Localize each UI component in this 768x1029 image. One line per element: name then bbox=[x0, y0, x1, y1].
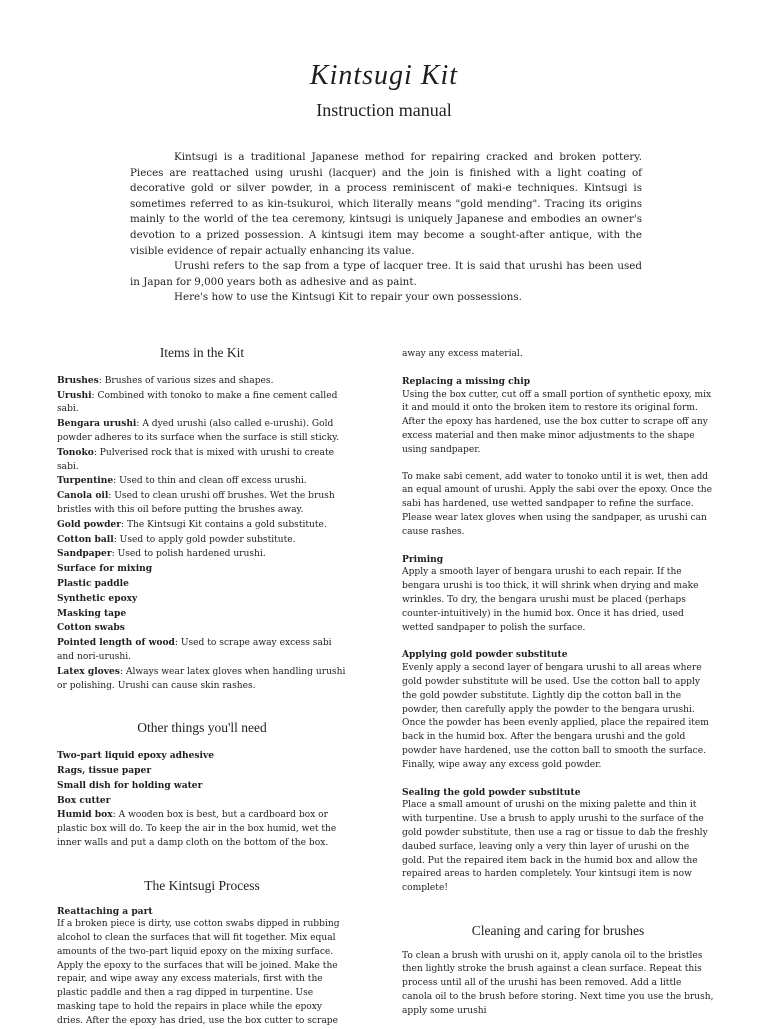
item-desc: : Used to clean urushi off brushes. Wet the brush bristles with this oil before putting the brushes away. bbox=[57, 491, 335, 515]
right-column bbox=[402, 348, 714, 1019]
item-term: Brushes bbox=[57, 374, 99, 386]
subheading-reattach: Reattaching a part bbox=[57, 905, 153, 917]
list-item bbox=[57, 489, 347, 518]
list-item bbox=[57, 446, 347, 475]
list-item bbox=[57, 562, 347, 577]
list-item bbox=[57, 547, 347, 562]
item-desc: : Used to polish hardened urushi. bbox=[111, 549, 266, 560]
list-item bbox=[57, 389, 347, 418]
list-item bbox=[57, 665, 347, 694]
intro-paragraph: Kintsugi is a traditional Japanese method for repairing cracked and broken pottery. Pieces are reattached using urushi (lacquer) and the join is finished with a light coating of decorative gold or silver powder, in a process reminiscent of maki-e techniques. Kintsugi is sometimes referred to as kin-tsukuroi, which literally means "gold mending". Tracing its origins mainly to the world of the tea ceremony, kintsugi is uniquely Japanese and embodies an owner's devotion to a prized possession. A kintsugi item may become a sought-after antique, with the visible evidence of repair actually enhancing its value. bbox=[130, 151, 642, 257]
item-desc: : Combined with tonoko to make a fine cement called sabi. bbox=[57, 390, 338, 415]
subheading-seal: Sealing the gold powder substitute bbox=[402, 786, 581, 798]
item-term: Tonoko bbox=[57, 446, 94, 458]
item-term: Masking tape bbox=[57, 607, 127, 619]
paragraph-reattach-cont: away any excess material. bbox=[402, 349, 523, 359]
subheading-priming: Priming bbox=[402, 553, 444, 565]
item-desc: : Used to thin and clean off excess urushi. bbox=[113, 476, 307, 487]
intro-paragraph: Urushi refers to the sap from a type of lacquer tree. It is said that urushi has been used in Japan for 9,000 years both as adhesive and as paint. bbox=[130, 260, 642, 288]
item-term: Pointed length of wood bbox=[57, 637, 175, 649]
intro-paragraph: Here's how to use the Kintsugi Kit to repair your own possessions. bbox=[174, 291, 522, 304]
list-item bbox=[57, 636, 347, 665]
paragraph-seal: Place a small amount of urushi on the mixing palette and thin it with turpentine. Use a brush to apply urushi to the surface of the gold powder substitute, then use a rag or tissue to dab the freshly daubed surface, leaving only a very thin layer of urushi on the gold. Put the repaired item back in the humid box and allow the repaired areas to harden completely. Your kintsugi item is now complete! bbox=[402, 800, 708, 894]
item-term: Bengara urushi bbox=[57, 418, 137, 430]
list-item bbox=[57, 621, 347, 636]
item-term: Rags, tissue paper bbox=[57, 764, 152, 776]
list-item bbox=[57, 607, 347, 622]
list-item bbox=[57, 417, 347, 446]
paragraph-gold: Evenly apply a second layer of bengara urushi to all areas where gold powder substitute will be used. Use the cotton ball to apply the gold powder substitute. Lightly dip the cotton ball in the powder, then carefully apply the powder to the bengara urushi. Once the powder has been evenly applied, place the repaired item back in the humid box. After the bengara urushi and the gold powder have hardened, use the cotton ball to smooth the surface. Finally, wipe away any excess gold powder. bbox=[402, 663, 709, 770]
list-item bbox=[57, 808, 347, 850]
items-list bbox=[57, 374, 347, 694]
paragraph-brushes: To clean a brush with urushi on it, apply canola oil to the bristles then lightly stroke the brush against a clean surface. Repeat this process until all of the urushi has been removed. Add a little canola oil to the brush before storing. Next time you use the brush, apply some urushi bbox=[402, 950, 714, 1016]
item-desc: : Used to scrape away excess sabi and nori-urushi. bbox=[57, 638, 332, 662]
left-column bbox=[57, 346, 347, 1029]
item-desc: : A wooden box is best, but a cardboard box or plastic box will do. To keep the air in the box humid, wet the inner walls and put a damp cloth on the bottom of the box. bbox=[57, 810, 337, 848]
item-term: Cotton ball bbox=[57, 533, 114, 545]
list-item bbox=[57, 577, 347, 592]
list-item bbox=[57, 474, 347, 489]
paragraph-missing-chip: Using the box cutter, cut off a small portion of synthetic epoxy, mix it and mould it onto the broken item to restore its original form. After the epoxy has hardened, use the box cutter to scrape off any excess material and then make minor adjustments to the shape using sandpaper. bbox=[402, 389, 712, 455]
paragraph-sabi: To make sabi cement, add water to tonoko until it is wet, then add an equal amount of urushi. Apply the sabi over the epoxy. Once the sabi has hardened, use wetted sandpaper to refine the surface. Please wear latex gloves when using the sandpaper, as urushi can cause rashes. bbox=[402, 471, 712, 537]
item-desc: : Brushes of various sizes and shapes. bbox=[98, 375, 274, 386]
paragraph-priming: Apply a smooth layer of bengara urushi to each repair. If the bengara urushi is too thick, it will shrink when drying and make wrinkles. To dry, the bengara urushi must be placed (perhaps counter-intuitively) in the humid box. Once it has dried, used wetted sandpaper to polish the surface. bbox=[402, 567, 699, 633]
item-term: Gold powder bbox=[57, 518, 121, 530]
item-term: Two-part liquid epoxy adhesive bbox=[57, 750, 215, 762]
section-heading-items: Items in the Kit bbox=[159, 345, 245, 360]
list-item bbox=[57, 533, 347, 548]
item-term: Turpentine bbox=[57, 475, 114, 487]
item-term: Sandpaper bbox=[57, 548, 112, 560]
page-title: Kintsugi Kit bbox=[309, 60, 459, 91]
item-term: Synthetic epoxy bbox=[57, 592, 138, 604]
item-term: Latex gloves bbox=[57, 665, 120, 677]
item-term: Humid box bbox=[57, 809, 113, 821]
section-heading-process: The Kintsugi Process bbox=[144, 877, 260, 893]
item-desc: : Used to apply gold powder substitute. bbox=[113, 534, 296, 545]
item-term: Box cutter bbox=[57, 794, 111, 806]
page-subtitle: Instruction manual bbox=[316, 100, 452, 120]
list-item bbox=[57, 592, 347, 607]
item-term: Cotton swabs bbox=[57, 622, 125, 634]
list-item bbox=[57, 794, 347, 809]
list-item bbox=[57, 749, 347, 764]
other-list bbox=[57, 749, 347, 851]
list-item bbox=[57, 764, 347, 779]
item-term: Small dish for holding water bbox=[57, 779, 203, 791]
intro-section bbox=[130, 150, 642, 306]
list-item bbox=[57, 518, 347, 533]
item-desc: : Pulverised rock that is mixed with urushi to create sabi. bbox=[57, 447, 335, 472]
item-term: Canola oil bbox=[57, 490, 109, 502]
subheading-missing-chip: Replacing a missing chip bbox=[402, 375, 531, 387]
list-item bbox=[57, 779, 347, 794]
item-term: Urushi bbox=[57, 389, 92, 401]
subheading-gold: Applying gold powder substitute bbox=[402, 649, 568, 661]
list-item bbox=[57, 374, 347, 389]
section-heading-other: Other things you'll need bbox=[137, 720, 267, 736]
item-term: Plastic paddle bbox=[57, 577, 129, 589]
item-desc: : Always wear latex gloves when handling urushi or polishing. Urushi can cause skin rashes. bbox=[57, 666, 346, 691]
section-heading-brushes: Cleaning and caring for brushes bbox=[471, 922, 645, 938]
item-term: Surface for mixing bbox=[57, 563, 153, 575]
paragraph-reattach: If a broken piece is dirty, use cotton swabs dipped in rubbing alcohol to clean the surfaces that will fit together. Mix equal amounts of the two-part liquid epoxy on the mixing surface. Apply the epoxy to the surfaces that will be joined. Make the repair, and wipe away any excess materials, first with the plastic paddle and then a rag dipped in turpentine. Use masking tape to hold the repairs in place while the epoxy dries. After the epoxy has dried, use the box cutter to scrape bbox=[57, 919, 340, 1026]
item-desc: : The Kintsugi Kit contains a gold substitute. bbox=[121, 519, 327, 530]
item-desc: : A dyed urushi (also called e-urushi). Gold powder adheres to its surface when the surface is still sticky. bbox=[57, 419, 340, 443]
